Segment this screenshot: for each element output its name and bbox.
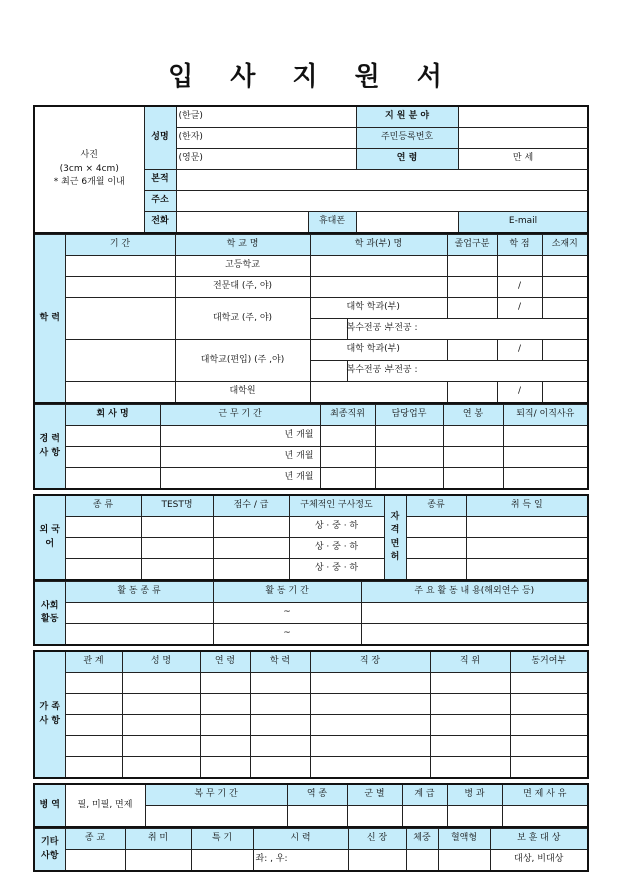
etc-col-skill: 특 기 <box>191 829 253 850</box>
family-cell[interactable] <box>65 757 122 779</box>
name-english-field[interactable]: (영문) <box>176 149 356 170</box>
military-col-period: 복 무 기 간 <box>145 784 287 806</box>
license-cell[interactable] <box>406 538 466 559</box>
family-cell[interactable] <box>310 757 430 779</box>
edu-grad-cell[interactable] <box>447 277 497 298</box>
military-cell[interactable] <box>447 806 502 828</box>
edu-loc-cell[interactable] <box>542 256 588 277</box>
career-period-cell[interactable]: 년 개월 <box>160 468 320 490</box>
family-cell[interactable] <box>250 673 310 694</box>
lang-cell[interactable] <box>141 517 213 538</box>
photo-label: 사진 <box>80 150 98 161</box>
family-cell[interactable] <box>430 757 510 779</box>
family-cell[interactable] <box>250 715 310 736</box>
phone-input[interactable] <box>176 212 308 234</box>
etc-col-weight: 체중 <box>406 829 438 850</box>
edu-graduate-school: 대학원 <box>175 382 310 404</box>
license-cell[interactable] <box>466 517 588 538</box>
family-col-position: 직 위 <box>430 651 510 673</box>
edu-period-cell[interactable] <box>65 382 175 404</box>
rrn-input[interactable] <box>458 128 588 149</box>
edu-dept-cell[interactable] <box>310 382 447 404</box>
family-cell[interactable] <box>122 694 200 715</box>
photo-size: (3cm × 4cm) <box>59 163 119 174</box>
field-label: 지 원 분 야 <box>356 106 458 128</box>
field-input[interactable] <box>458 106 588 128</box>
career-company-cell[interactable] <box>65 447 160 468</box>
family-cell[interactable] <box>122 673 200 694</box>
family-cell[interactable] <box>122 757 200 779</box>
military-section-label: 병 역 <box>34 784 65 827</box>
family-section-label: 가 족 사 항 <box>34 651 65 778</box>
rrn-label: 주민등록번호 <box>356 128 458 149</box>
etc-col-veteran: 보 훈 대 상 <box>490 829 588 850</box>
career-company-cell[interactable] <box>65 426 160 447</box>
etc-col-vision: 시 력 <box>253 829 348 850</box>
etc-col-height: 신 장 <box>348 829 406 850</box>
activity-cell[interactable] <box>361 603 588 624</box>
family-cell[interactable] <box>250 736 310 757</box>
language-table <box>33 494 589 581</box>
activity-cell[interactable] <box>361 624 588 646</box>
military-col-type: 역 종 <box>287 784 347 806</box>
activity-col-content: 주 요 활 동 내 용(해외연수 등) <box>361 582 588 603</box>
photo-box[interactable] <box>34 106 144 233</box>
lang-level-cell[interactable]: 상 · 중 · 하 <box>289 538 384 559</box>
career-col-salary: 연 봉 <box>443 405 503 426</box>
edu-col-graduation: 졸업구분 <box>447 235 497 256</box>
edu-transfer-dept: 대학 학과(부) <box>310 340 447 361</box>
lang-col-score: 점수 / 급 <box>213 495 289 517</box>
family-cell[interactable] <box>65 673 122 694</box>
edu-grad-cell[interactable] <box>447 340 497 361</box>
license-col-date: 취 득 일 <box>466 495 588 517</box>
career-company-cell[interactable] <box>65 468 160 490</box>
family-cell[interactable] <box>65 694 122 715</box>
edu-dept-cell[interactable] <box>310 277 447 298</box>
origin-input[interactable] <box>176 170 588 191</box>
career-section-label: 경 력 사 항 <box>34 405 65 490</box>
edu-gpa-slash: / <box>497 298 542 319</box>
career-cell[interactable] <box>443 426 503 447</box>
edu-period-cell[interactable] <box>65 256 175 277</box>
edu-gpa-cell[interactable] <box>497 256 542 277</box>
education-section-label: 학 력 <box>34 235 65 404</box>
address-input[interactable] <box>176 191 588 212</box>
language-section-label: 외 국 어 <box>34 495 65 580</box>
edu-col-dept: 학 과(부) 명 <box>310 235 447 256</box>
name-hanja-field[interactable]: (한자) <box>176 128 356 149</box>
activity-table <box>33 581 589 646</box>
family-cell[interactable] <box>200 757 250 779</box>
etc-col-hobby: 취 미 <box>125 829 191 850</box>
activity-col-period: 활 동 기 간 <box>213 582 361 603</box>
family-table <box>33 650 589 779</box>
career-cell[interactable] <box>443 468 503 490</box>
activity-cell[interactable] <box>65 624 213 646</box>
family-col-relation: 관 계 <box>65 651 122 673</box>
family-cell[interactable] <box>310 694 430 715</box>
edu-grad-cell[interactable] <box>447 298 497 319</box>
career-cell[interactable] <box>503 447 588 468</box>
lang-cell[interactable] <box>65 559 141 581</box>
lang-level-cell[interactable]: 상 · 중 · 하 <box>289 559 384 581</box>
edu-college: 전문대 (주, 야) <box>175 277 310 298</box>
etc-vision-cell[interactable]: 좌: , 우: <box>253 850 348 872</box>
etc-col-blood: 혈액형 <box>438 829 490 850</box>
family-cell[interactable] <box>65 715 122 736</box>
edu-loc-cell[interactable] <box>542 340 588 361</box>
family-col-edu: 학 력 <box>250 651 310 673</box>
edu-gpa-slash: / <box>497 277 542 298</box>
family-cell[interactable] <box>250 694 310 715</box>
edu-col-location: 소재지 <box>542 235 588 256</box>
lang-cell[interactable] <box>141 538 213 559</box>
career-cell[interactable] <box>503 468 588 490</box>
family-col-work: 직 장 <box>310 651 430 673</box>
edu-transfer-minor: 부전공 : <box>347 361 588 382</box>
lang-cell[interactable] <box>65 517 141 538</box>
career-cell[interactable] <box>375 447 443 468</box>
edu-col-period: 기 간 <box>65 235 175 256</box>
lang-col-type: 종 류 <box>65 495 141 517</box>
license-cell[interactable] <box>406 517 466 538</box>
education-table <box>33 234 589 404</box>
lang-cell[interactable] <box>141 559 213 581</box>
license-col-type: 종류 <box>406 495 466 517</box>
personal-info-table <box>33 105 589 234</box>
lang-col-test: TEST명 <box>141 495 213 517</box>
edu-period-cell[interactable] <box>65 340 175 382</box>
military-col-rank: 계 급 <box>402 784 447 806</box>
military-status[interactable]: 필, 미필, 면제 <box>65 784 145 827</box>
lang-cell[interactable] <box>213 559 289 581</box>
career-cell[interactable] <box>443 447 503 468</box>
career-cell[interactable] <box>320 447 375 468</box>
family-cell[interactable] <box>510 673 588 694</box>
activity-section-label: 사회 활동 <box>34 582 65 646</box>
edu-highschool: 고등학교 <box>175 256 310 277</box>
license-section-label: 자 격 면 허 <box>384 495 406 580</box>
etc-cell[interactable] <box>406 850 438 872</box>
etc-section-label: 기타 사항 <box>34 829 65 872</box>
origin-label: 본적 <box>144 170 176 191</box>
career-col-position: 최종직위 <box>320 405 375 426</box>
family-cell[interactable] <box>310 673 430 694</box>
family-cell[interactable] <box>122 715 200 736</box>
activity-period-cell[interactable]: ~ <box>213 603 361 624</box>
military-cell[interactable] <box>502 806 588 828</box>
lang-cell[interactable] <box>213 517 289 538</box>
etc-table <box>33 828 589 872</box>
career-period-cell[interactable]: 년 개월 <box>160 426 320 447</box>
family-cell[interactable] <box>200 736 250 757</box>
edu-grad-cell[interactable] <box>447 256 497 277</box>
military-table <box>33 783 589 828</box>
age-label: 연 령 <box>356 149 458 170</box>
career-cell[interactable] <box>375 426 443 447</box>
family-col-age: 연 령 <box>200 651 250 673</box>
edu-gpa-slash: / <box>497 340 542 361</box>
military-col-exemption: 면 제 사 유 <box>502 784 588 806</box>
family-cell[interactable] <box>310 736 430 757</box>
career-table <box>33 404 589 490</box>
edu-period-cell[interactable] <box>65 277 175 298</box>
career-cell[interactable] <box>320 426 375 447</box>
application-form <box>33 105 587 872</box>
edu-dept-cell[interactable] <box>310 256 447 277</box>
license-cell[interactable] <box>406 559 466 581</box>
military-cell[interactable] <box>145 806 287 828</box>
family-cell[interactable] <box>310 715 430 736</box>
military-cell[interactable] <box>347 806 402 828</box>
edu-transfer-double-major: 복수전공 : <box>310 361 347 382</box>
military-col-specialty: 병 과 <box>447 784 502 806</box>
etc-cell[interactable] <box>438 850 490 872</box>
etc-cell[interactable] <box>191 850 253 872</box>
family-col-name: 성 명 <box>122 651 200 673</box>
edu-col-school: 학 교 명 <box>175 235 310 256</box>
page-title: 입 사 지 원 서 <box>168 62 456 92</box>
career-col-period: 근 무 기 간 <box>160 405 320 426</box>
mobile-label: 휴대폰 <box>308 212 356 234</box>
military-cell[interactable] <box>402 806 447 828</box>
lang-col-level: 구체적인 구사정도 <box>289 495 384 517</box>
edu-university: 대학교 (주, 야) <box>175 298 310 340</box>
edu-period-cell[interactable] <box>65 298 175 340</box>
mobile-input[interactable] <box>356 212 458 234</box>
age-input[interactable]: 만 세 <box>458 149 588 170</box>
edu-univ-dept: 대학 학과(부) <box>310 298 447 319</box>
edu-gpa-slash: / <box>497 382 542 404</box>
edu-col-gpa: 학 점 <box>497 235 542 256</box>
activity-period-cell[interactable]: ~ <box>213 624 361 646</box>
family-cell[interactable] <box>250 757 310 779</box>
career-period-cell[interactable]: 년 개월 <box>160 447 320 468</box>
activity-col-type: 활 동 종 류 <box>65 582 213 603</box>
career-col-company: 회 사 명 <box>65 405 160 426</box>
edu-grad-cell[interactable] <box>447 382 497 404</box>
license-cell[interactable] <box>466 559 588 581</box>
family-col-cohabit: 동거여부 <box>510 651 588 673</box>
family-cell[interactable] <box>430 736 510 757</box>
military-cell[interactable] <box>287 806 347 828</box>
etc-veteran-cell[interactable]: 대상, 비대상 <box>490 850 588 872</box>
etc-cell[interactable] <box>125 850 191 872</box>
family-cell[interactable] <box>430 673 510 694</box>
career-col-duty: 담당업무 <box>375 405 443 426</box>
family-cell[interactable] <box>510 757 588 779</box>
family-cell[interactable] <box>510 736 588 757</box>
etc-cell[interactable] <box>348 850 406 872</box>
family-cell[interactable] <box>122 736 200 757</box>
edu-loc-cell[interactable] <box>542 382 588 404</box>
family-cell[interactable] <box>200 694 250 715</box>
address-label: 주소 <box>144 191 176 212</box>
activity-cell[interactable] <box>65 603 213 624</box>
etc-col-religion: 종 교 <box>65 829 125 850</box>
family-cell[interactable] <box>510 715 588 736</box>
career-cell[interactable] <box>320 468 375 490</box>
email-label: E-mail <box>458 212 588 234</box>
edu-univ-minor: 부전공 : <box>347 319 588 340</box>
lang-cell[interactable] <box>213 538 289 559</box>
edu-loc-cell[interactable] <box>542 298 588 319</box>
name-korean-field[interactable]: (한글) <box>176 106 356 128</box>
edu-loc-cell[interactable] <box>542 277 588 298</box>
family-cell[interactable] <box>430 715 510 736</box>
edu-transfer: 대학교(편입) (주 ,야) <box>175 340 310 382</box>
career-cell[interactable] <box>503 426 588 447</box>
license-cell[interactable] <box>466 538 588 559</box>
lang-level-cell[interactable]: 상 · 중 · 하 <box>289 517 384 538</box>
edu-univ-double-major: 복수전공 : <box>310 319 347 340</box>
military-col-branch: 군 별 <box>347 784 402 806</box>
career-col-reason: 퇴직/ 이직사유 <box>503 405 588 426</box>
phone-label: 전화 <box>144 212 176 234</box>
family-cell[interactable] <box>200 715 250 736</box>
family-cell[interactable] <box>430 694 510 715</box>
family-cell[interactable] <box>65 736 122 757</box>
photo-note: * 최근 6개월 이내 <box>53 177 125 188</box>
family-cell[interactable] <box>200 673 250 694</box>
lang-cell[interactable] <box>65 538 141 559</box>
family-cell[interactable] <box>510 694 588 715</box>
career-cell[interactable] <box>375 468 443 490</box>
name-label: 성명 <box>144 106 176 170</box>
etc-cell[interactable] <box>65 850 125 872</box>
